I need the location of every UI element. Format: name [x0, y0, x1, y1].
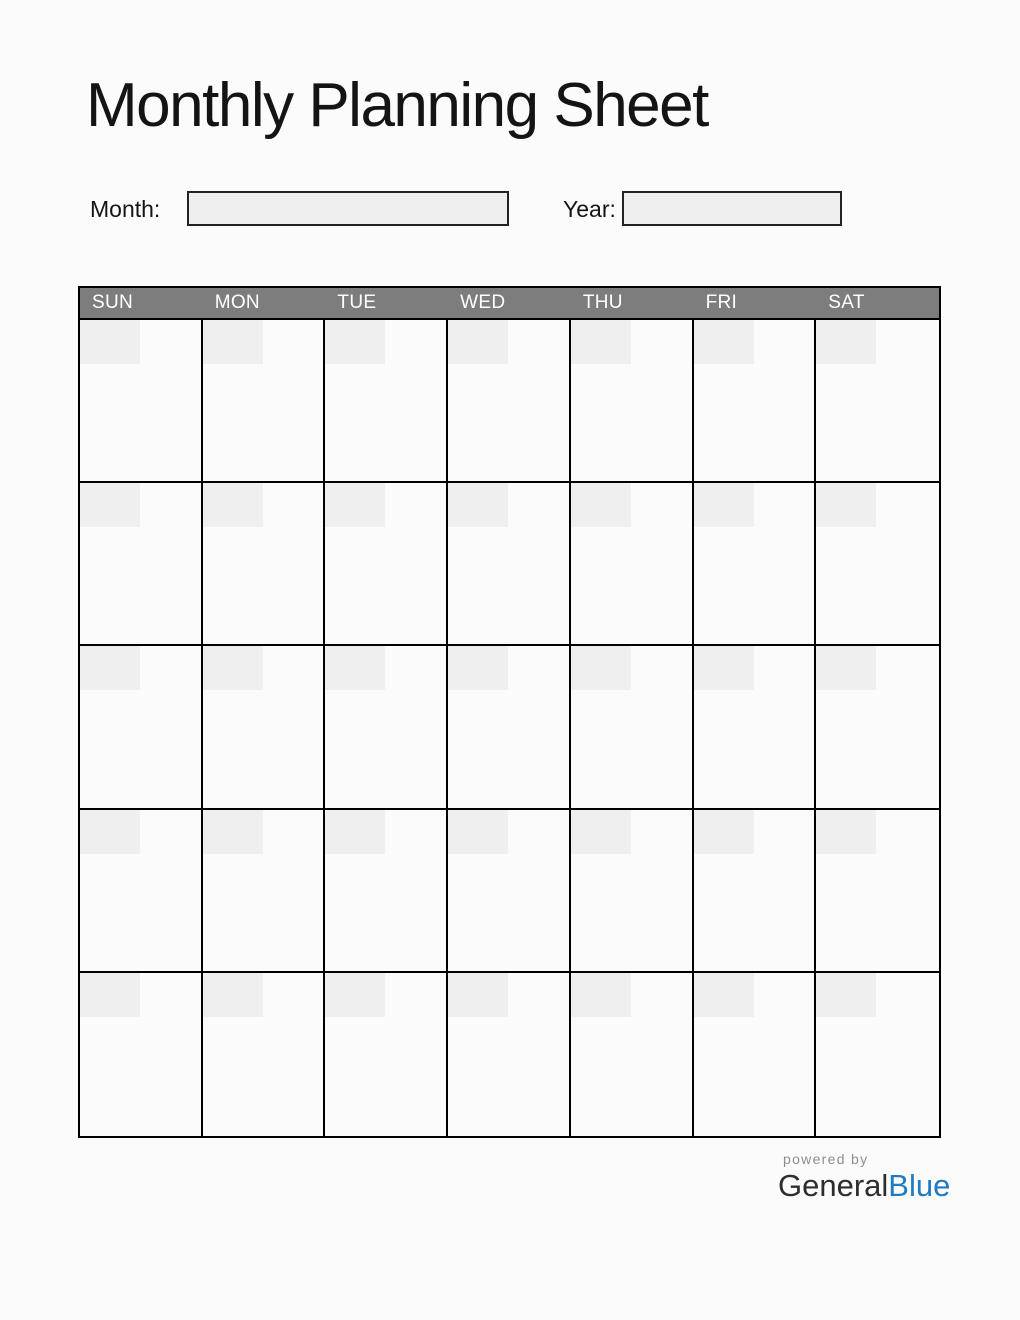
- day-number-box: [816, 810, 876, 854]
- calendar-cell[interactable]: [325, 320, 448, 483]
- calendar-cell[interactable]: [571, 483, 694, 646]
- day-number-box: [203, 973, 263, 1017]
- day-number-box: [816, 320, 876, 364]
- brand-name: [778, 1169, 950, 1203]
- calendar-cell[interactable]: [203, 646, 326, 809]
- calendar-cell[interactable]: [816, 483, 939, 646]
- day-number-box: [203, 483, 263, 527]
- day-header-wed: WED: [460, 292, 506, 313]
- calendar-cell[interactable]: [694, 483, 817, 646]
- day-number-box: [203, 810, 263, 854]
- calendar-cell[interactable]: [80, 320, 203, 483]
- year-input[interactable]: [622, 191, 842, 226]
- calendar-cell[interactable]: [448, 810, 571, 973]
- day-number-box: [448, 973, 508, 1017]
- day-header-sat: SAT: [828, 292, 865, 313]
- day-number-box: [80, 973, 140, 1017]
- day-number-box: [448, 320, 508, 364]
- calendar-cell[interactable]: [325, 810, 448, 973]
- month-input[interactable]: [187, 191, 509, 226]
- powered-by-text: powered by: [783, 1151, 869, 1167]
- calendar-cell[interactable]: [80, 810, 203, 973]
- calendar-cell[interactable]: [203, 973, 326, 1136]
- day-number-box: [448, 810, 508, 854]
- day-number-box: [571, 973, 631, 1017]
- calendar-cell[interactable]: [325, 483, 448, 646]
- calendar-cell[interactable]: [448, 973, 571, 1136]
- calendar-cell[interactable]: [325, 646, 448, 809]
- day-number-box: [203, 320, 263, 364]
- year-label: Year:: [563, 196, 616, 222]
- day-number-box: [448, 646, 508, 690]
- day-number-box: [571, 646, 631, 690]
- calendar-cell[interactable]: [325, 973, 448, 1136]
- month-label: Month:: [90, 196, 161, 222]
- day-number-box: [816, 973, 876, 1017]
- day-header-tue: TUE: [337, 292, 377, 313]
- day-number-box: [694, 483, 754, 527]
- calendar-body: [80, 320, 939, 1136]
- day-number-box: [80, 320, 140, 364]
- calendar-cell[interactable]: [571, 810, 694, 973]
- calendar-cell[interactable]: [694, 810, 817, 973]
- day-number-box: [325, 483, 385, 527]
- day-number-box: [203, 646, 263, 690]
- day-header-fri: FRI: [705, 292, 738, 313]
- day-number-box: [325, 320, 385, 364]
- calendar-cell[interactable]: [816, 810, 939, 973]
- page-title: Monthly Planning Sheet: [86, 71, 708, 140]
- day-number-box: [694, 973, 754, 1017]
- calendar-cell[interactable]: [203, 320, 326, 483]
- day-number-box: [80, 646, 140, 690]
- day-number-box: [694, 320, 754, 364]
- calendar-cell[interactable]: [571, 646, 694, 809]
- calendar-cell[interactable]: [80, 973, 203, 1136]
- calendar-cell[interactable]: [448, 320, 571, 483]
- day-number-box: [571, 320, 631, 364]
- calendar-cell[interactable]: [203, 483, 326, 646]
- day-number-box: [816, 646, 876, 690]
- calendar-cell[interactable]: [448, 646, 571, 809]
- day-number-box: [571, 810, 631, 854]
- calendar-cell[interactable]: [80, 483, 203, 646]
- calendar-cell[interactable]: [816, 320, 939, 483]
- brand-logo: [778, 1152, 950, 1203]
- calendar-cell[interactable]: [203, 810, 326, 973]
- day-header-mon: MON: [214, 292, 260, 313]
- calendar-header-row: [80, 288, 939, 320]
- brand-general-text: General: [778, 1168, 889, 1204]
- calendar-cell[interactable]: [571, 973, 694, 1136]
- calendar-grid: [78, 286, 941, 1138]
- day-number-box: [80, 483, 140, 527]
- calendar-cell[interactable]: [816, 973, 939, 1136]
- day-number-box: [448, 483, 508, 527]
- calendar-cell[interactable]: [571, 320, 694, 483]
- calendar-cell[interactable]: [816, 646, 939, 809]
- day-number-box: [694, 810, 754, 854]
- brand-blue-text: Blue: [888, 1168, 951, 1204]
- day-number-box: [325, 973, 385, 1017]
- day-number-box: [694, 646, 754, 690]
- calendar-cell[interactable]: [448, 483, 571, 646]
- day-header-thu: THU: [582, 292, 623, 313]
- day-number-box: [80, 810, 140, 854]
- calendar-cell[interactable]: [694, 320, 817, 483]
- calendar-cell[interactable]: [80, 646, 203, 809]
- day-number-box: [816, 483, 876, 527]
- day-number-box: [325, 810, 385, 854]
- day-number-box: [325, 646, 385, 690]
- calendar-cell[interactable]: [694, 646, 817, 809]
- day-number-box: [571, 483, 631, 527]
- day-header-sun: SUN: [92, 292, 134, 313]
- calendar-cell[interactable]: [694, 973, 817, 1136]
